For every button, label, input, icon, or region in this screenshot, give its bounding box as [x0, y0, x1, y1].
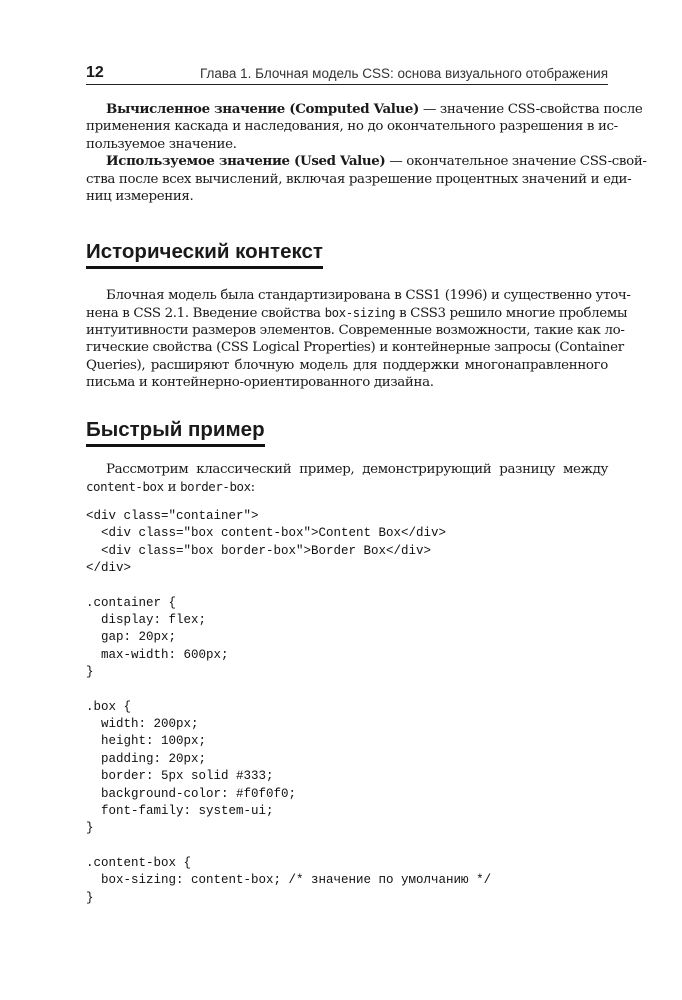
text-span: пользуемое значение. — [86, 136, 237, 152]
code-line: box-sizing: content-box; /* значение по умолчанию */ — [86, 873, 492, 888]
text-line — [86, 171, 632, 188]
text-line — [86, 461, 608, 478]
code-line: .box { — [86, 699, 132, 714]
code-line — [86, 681, 491, 698]
code-line: } — [86, 821, 94, 836]
text-line — [86, 118, 618, 135]
code-line: display: flex; — [86, 613, 207, 628]
text-line — [86, 101, 643, 118]
bold-term: Используемое значение (Used Value) — [106, 153, 386, 170]
text-span: Рассмотрим классический пример, демонстрирующий разницу между — [106, 462, 608, 477]
code-line: <div class="box content-box">Content Box</div> — [86, 526, 447, 541]
text-span: в CSS3 решило многие проблемы — [395, 306, 628, 322]
text-span: : — [250, 480, 255, 496]
page-number: 12 — [86, 64, 104, 81]
inline-code: content-box — [86, 479, 164, 495]
text-span: ства после всех вычислений, включая разрешение процентных значений и еди- — [86, 171, 632, 187]
text-line — [86, 339, 624, 356]
text-span: интуитивности размеров элементов. Современные возможности, такие как ло- — [86, 322, 625, 338]
section-heading-history: Исторический контекст — [86, 240, 323, 269]
text-line — [86, 287, 631, 304]
code-listing — [86, 508, 491, 907]
code-line: <div class="container"> — [86, 509, 259, 523]
code-line: background-color: #f0f0f0; — [86, 786, 297, 801]
code-line: <div class="box border-box">Border Box</div> — [86, 543, 432, 558]
code-line: gap: 20px; — [86, 630, 177, 645]
section-heading-example: Быстрый пример — [86, 418, 265, 447]
inline-code: border-box — [180, 479, 251, 495]
text-line — [86, 478, 608, 495]
text-span: применения каскада и наследования, но до окончательного разрешения в ис- — [86, 119, 618, 135]
code-line — [86, 577, 491, 594]
code-line: .container { — [86, 595, 177, 610]
text-span: нена в CSS 2.1. Введение свойства — [86, 306, 325, 322]
code-line: width: 200px; — [86, 717, 199, 732]
history-paragraph — [86, 287, 631, 391]
running-header — [86, 64, 608, 85]
code-line: } — [86, 665, 94, 680]
code-line: } — [86, 890, 94, 905]
text-span: ниц измерения. — [86, 188, 194, 204]
text-span: — значение CSS-свойства после — [419, 102, 643, 117]
code-line: padding: 20px; — [86, 751, 207, 766]
text-line — [86, 304, 628, 322]
text-line — [86, 374, 608, 391]
code-line: </div> — [86, 561, 132, 576]
inline-code: box-sizing — [324, 305, 396, 321]
chapter-title: Глава 1. Блочная модель CSS: основа визуального отображения — [199, 66, 608, 81]
definitions-paragraph — [86, 101, 647, 205]
text-span: — окончательное значение CSS-свой- — [385, 154, 647, 170]
bold-term: Вычисленное значение (Computed Value) — [106, 101, 420, 117]
text-span: гические свойства (CSS Logical Properties) и контейнерные запросы (Container — [86, 340, 624, 356]
text-span: Блочная модель была стандартизирована в CSS1 (1996) и существенно уточ- — [106, 288, 631, 303]
text-line — [86, 322, 625, 339]
text-span: и — [163, 480, 181, 496]
code-line — [86, 838, 491, 855]
code-line: font-family: system-ui; — [86, 803, 274, 818]
text-span: письма и контейнерно-ориентированного дизайна. — [86, 374, 434, 390]
text-line — [86, 153, 647, 170]
code-line: .content-box { — [86, 855, 192, 870]
text-span: Queries), расширяют блочную модель для поддержки многонаправленного — [86, 357, 608, 373]
text-line — [86, 188, 608, 205]
code-line: border: 5px solid #333; — [86, 769, 274, 784]
code-line: height: 100px; — [86, 734, 207, 749]
example-intro-paragraph — [86, 461, 608, 496]
text-line — [86, 357, 608, 374]
text-line — [86, 136, 608, 153]
code-line: max-width: 600px; — [86, 647, 229, 662]
